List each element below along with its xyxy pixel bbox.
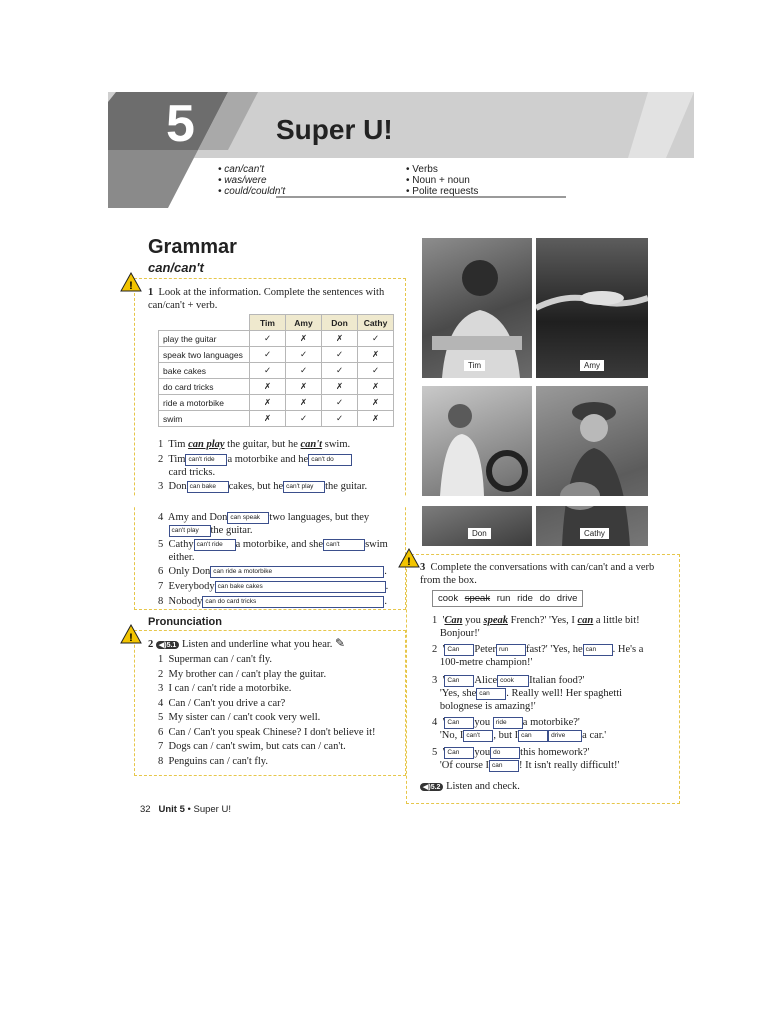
answer-field[interactable]: can't ride [194, 539, 236, 551]
topic-item: • can/can't [218, 164, 285, 175]
table-row: bake cakes ✓ ✓ ✓ ✓ [159, 363, 394, 379]
answer-field[interactable]: can't [463, 730, 493, 742]
answer-field[interactable]: run [496, 644, 526, 656]
answer-field[interactable]: can [583, 644, 613, 656]
person-illustration [422, 238, 532, 378]
motorbike-illustration [422, 386, 532, 546]
answer-field[interactable]: can't ride [185, 454, 227, 466]
conversation-2: 2 Can Peter run fast?' 'Yes, he can . He's a 100-metre champion!' [432, 644, 644, 668]
list-item: 5 My sister can / can't cook very well. [158, 712, 321, 723]
answer-field[interactable]: can [489, 760, 519, 772]
answer-field[interactable]: drive [548, 730, 582, 742]
photo-label: Amy [580, 360, 604, 371]
answer-field[interactable]: can [476, 688, 506, 700]
answer-field[interactable]: can speak [227, 512, 269, 524]
exercise-2-list [158, 653, 376, 769]
topics-right [406, 164, 478, 197]
swimmer-illustration [536, 238, 648, 378]
answer-field[interactable]: can't [323, 539, 365, 551]
ability-table [158, 314, 394, 427]
sentence-4: 4 Amy and Don can speak two languages, but they can't play the guitar. [158, 512, 370, 536]
table-header-row [159, 315, 394, 331]
sentence-2: 2 Tim can't ride a motorbike and he can't do card tricks. [158, 453, 398, 479]
unit-title: Super U! [276, 114, 393, 145]
answer-field[interactable]: Can [444, 675, 474, 687]
warning-icon [398, 548, 420, 568]
answer-field[interactable]: can ride a motorbike [210, 566, 384, 578]
pronunciation-heading: Pronunciation [148, 616, 222, 628]
column-header: Amy [286, 315, 322, 331]
answer-field[interactable]: Can [444, 717, 474, 729]
topics-left [218, 164, 285, 197]
listen-check: ◀)5.2 Listen and check. [420, 780, 520, 793]
conversation-1: 1 'Can you speak French?' 'Yes, I can a little bit! Bonjour!' [432, 615, 640, 639]
sentence-1: 1 Tim can play the guitar, but he can't swim. [158, 439, 351, 450]
answer-field[interactable]: can [518, 730, 548, 742]
photo-label: Tim [464, 360, 485, 371]
sentence-3: 3 Don can bake cakes, but he can't play the guitar. [158, 481, 368, 492]
photo-don [422, 386, 532, 546]
table-row: play the guitar ✓ ✗ ✗ ✓ [159, 331, 394, 347]
answer-field[interactable]: can't do [308, 454, 352, 466]
conversation-3: 3 Can Alice cook Italian food?' 'Yes, she can . Really well! Her spaghetti bolognese is amazing!' [432, 675, 623, 712]
sentence-7: 7 Everybody can bake cakes . [158, 581, 389, 592]
photo-label: Don [468, 528, 491, 539]
list-item: 4 Can / Can't you drive a car? [158, 697, 286, 709]
photo-tim [422, 238, 532, 378]
grammar-heading: Grammar [148, 236, 237, 258]
svg-text:!: ! [129, 280, 133, 292]
page-tear-right [408, 496, 694, 506]
answer-field[interactable]: Can [444, 747, 474, 759]
exercise-3-instruction: 3 Complete the conversations with can/can't and a verb from the box. [420, 562, 655, 586]
page-number: 32 [140, 804, 151, 815]
list-item: 8 Penguins can / can't fly. [158, 755, 268, 767]
table-row: do card tricks ✗ ✗ ✗ ✗ [159, 379, 394, 395]
audio-track-icon[interactable]: ◀)5.2 [420, 783, 443, 791]
conversation-4: 4 Can you ride a motorbike?' 'No, I can't , but I can drive a car.' [432, 717, 607, 741]
list-item: 3 I can / can't ride a motorbike. [158, 683, 292, 694]
textbook-page [108, 92, 694, 828]
answer-field[interactable]: can't play [169, 525, 211, 537]
table-row: swim ✗ ✓ ✓ ✗ [159, 411, 394, 427]
warning-icon [120, 624, 142, 644]
topic-item: • was/were [218, 175, 285, 186]
photo-label: Cathy [580, 528, 609, 539]
guitar-girl-illustration [536, 386, 648, 546]
photo-amy [536, 238, 648, 378]
exercise-1-instruction: 1 Look at the information. Complete the sentences with can/can't + verb. [148, 287, 385, 311]
sentence-8: 8 Nobody can do card tricks . [158, 596, 387, 607]
conversation-5: 5 Can you do this homework?' 'Of course I can ! It isn't really difficult!' [432, 747, 620, 771]
sentence-5: 5 Cathy can't ride a motorbike, and she can't swim either. [158, 539, 388, 563]
answer-field[interactable]: cook [497, 675, 529, 687]
list-item: 1 Superman can / can't fly. [158, 654, 273, 665]
topic-item: • Verbs [406, 164, 478, 175]
table-row: ride a motorbike ✗ ✗ ✓ ✗ [159, 395, 394, 411]
photo-cathy [536, 386, 648, 546]
table-row: speak two languages ✓ ✓ ✓ ✗ [159, 347, 394, 363]
topic-item: • Polite requests [406, 186, 478, 197]
answer-field[interactable]: ride [493, 717, 523, 729]
topic-item: • Noun + noun [406, 175, 478, 186]
warning-icon [120, 272, 142, 292]
list-item: 6 Can / Can't you speak Chinese? I don't believe it! [158, 726, 376, 738]
answer-field[interactable]: can bake cakes [215, 581, 386, 593]
svg-text:!: ! [129, 632, 133, 644]
column-header: Tim [250, 315, 286, 331]
answer-field[interactable]: Can [444, 644, 474, 656]
unit-number: 5 [166, 95, 195, 153]
header-chevrons [108, 92, 694, 212]
svg-text:!: ! [407, 556, 411, 568]
footer-title: Super U! [193, 804, 231, 815]
exercise-2-instruction: 2 ◀)5.1 Listen and underline what you hear. ✎ [148, 636, 346, 650]
answer-field[interactable]: do [490, 747, 520, 759]
page-footer: 32 Unit 5 • Super U! [140, 804, 231, 815]
pencil-icon: ✎ [335, 636, 346, 650]
answer-field[interactable]: can do card tricks [202, 596, 384, 608]
column-header: Cathy [358, 315, 394, 331]
answer-field[interactable]: can bake [187, 481, 229, 493]
answer-field[interactable]: can't play [283, 481, 325, 493]
topic-item: • could/couldn't [218, 186, 285, 197]
footer-unit: Unit 5 [158, 804, 185, 815]
grammar-subheading: can/can't [148, 260, 204, 275]
list-item: 2 My brother can / can't play the guitar. [158, 668, 327, 680]
column-header: Don [322, 315, 358, 331]
word-box: cook speak run ride do drive [432, 590, 583, 607]
sentence-6: 6 Only Don can ride a motorbike . [158, 566, 387, 577]
list-item: 7 Dogs can / can't swim, but cats can / can't. [158, 741, 346, 752]
audio-track-icon[interactable]: ◀)5.1 [156, 641, 179, 649]
